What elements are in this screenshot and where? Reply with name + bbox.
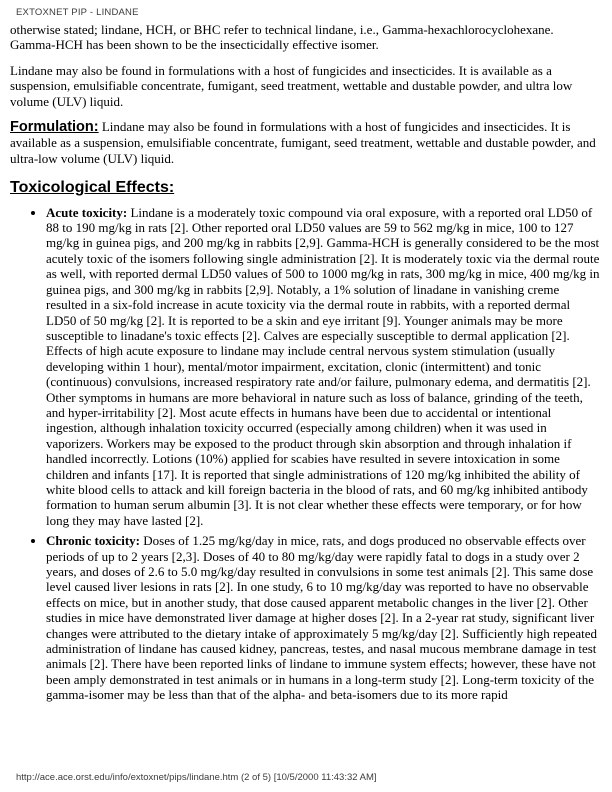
chronic-toxicity-label: Chronic toxicity: bbox=[46, 533, 140, 549]
print-footer-url: http://ace.ace.orst.edu/info/extoxnet/pips/lindane.htm (2 of 5) [10/5/2000 11:43:32 AM] bbox=[16, 772, 377, 783]
print-header-title: EXTOXNET PIP - LINDANE bbox=[16, 7, 139, 18]
formulation-heading: Formulation: bbox=[10, 119, 99, 136]
chronic-toxicity-text: Doses of 1.25 mg/kg/day in mice, rats, and dogs produced no observable effects over periods of up to 2 years [2,3]. Doses of 40 to 80 mg/kg/day were rapidly fatal to dogs in a study over 2 years, and doses of 2.6 to 5.0 mg/kg/day resulted in convulsions in some test animals [2]. This same dose level caused liver lesions in rats [2]. In one study, 6 to 10 mg/kg/day was reported to have no observable effects on mice, but in another study, that dose caused apparent metabolic changes in the liver [2]. Other studies in mice have demonstrated liver damage at higher doses [2]. In a 2-year rat study, significant liver changes were attributed to the dietary intake of approximately 5 mg/kg/day [2]. Sufficiently high repeated administration of lindane has caused kidney, pancreas, testes, and nasal mucous membrane damage in test animals [2]. There have been reported links of lindane to immune system effects; however, these have not been amply demonstrated in test animals or in humans in a long-term study [2]. Long-term toxicity of the gamma-isomer may be less than that of the alpha- and beta-isomers due to its more rapid bbox=[46, 533, 597, 703]
list-item-acute-toxicity bbox=[46, 205, 602, 529]
document-body bbox=[10, 22, 602, 708]
list-item-chronic-toxicity bbox=[46, 533, 602, 702]
acute-toxicity-label: Acute toxicity: bbox=[46, 204, 128, 220]
formulation-text: Lindane may also be found in formulations with a host of fungicides and insecticides. It is available as a suspension, emulsifiable concentrate, fumigant, seed treatment, wettable and dustable powder, and ultra-low volume (ULV) liquid. bbox=[10, 119, 596, 166]
paragraph-continuation: otherwise stated; lindane, HCH, or BHC refer to technical lindane, i.e., Gamma-hexachlorocyclohexane. Gamma-HCH has been shown to be the insecticidally effective isomer. bbox=[10, 22, 554, 53]
acute-toxicity-text: Lindane is a moderately toxic compound via oral exposure, with a reported oral LD50 of 88 to 190 mg/kg in rats [2]. Other reported oral LD50 values are 59 to 562 mg/kg in mice, 100 to 127 mg/kg in guinea pigs, and 200 mg/kg in rabbits [2,9]. Gamma-HCH is generally considered to be the most acutely toxic of the isomers following single administration [2]. It is moderately toxic via the dermal route as well, with reported dermal LD50 values of 500 to 1000 mg/kg in rats, 300 mg/kg in mice, 400 mg/kg in guinea pigs, and 300 mg/kg in rabbits [2,9]. Notably, a 1% solution of linadane in vanishing creme resulted in a six-fold increase in acute toxicity via the dermal route in rabbits, with a reported dermal LD50 of 50 mg/kg [2]. It is reported to be a skin and eye irritant [9]. Younger animals may be more susceptible to linadane's toxic effects [2]. Calves are especially susceptible to dermal application [2]. Effects of high acute exposure to lindane may include central nervous system stimulation (usually developing within 1 hour), mental/motor impairment, excitation, clonic (intermittent) and tonic (continuous) convulsions, increased respiratory rate and/or failure, pulmonary edema, and dermatitis [2]. Other symptoms in humans are more behavioral in nature such as loss of balance, grinding of the teeth, and hyper-irritability [2]. Most acute effects in humans have been due to accidental or intentional ingestion, although inhalation toxicity occurred (especially among children) when it was used in vaporizers. Workers may be exposed to the product through skin absorption and through inhalation if handled incorrectly. Lotions (10%) applied for scabies have resulted in severe intoxication in some children and infants [17]. It is reported that single administrations of 120 mg/kg inhibited the ability of white blood cells to attack and kill foreign bacteria in the blood of rats, and 60 mg/kg inhibited antibody formation to human serum albumin [3]. It is not clear whether these effects were temporary, or for how long they may have lasted [2]. bbox=[46, 204, 600, 528]
paragraph-formulation-section bbox=[10, 119, 602, 166]
toxicity-list bbox=[10, 205, 602, 703]
paragraph-formulations: Lindane may also be found in formulations with a host of fungicides and insecticides. It is available as a suspension, emulsifiable concentrate, fumigant, seed treatment, wettable and dustable powder, and ultra low volume (ULV) liquid. bbox=[10, 62, 573, 109]
toxicological-effects-heading: Toxicological Effects: bbox=[10, 179, 175, 197]
